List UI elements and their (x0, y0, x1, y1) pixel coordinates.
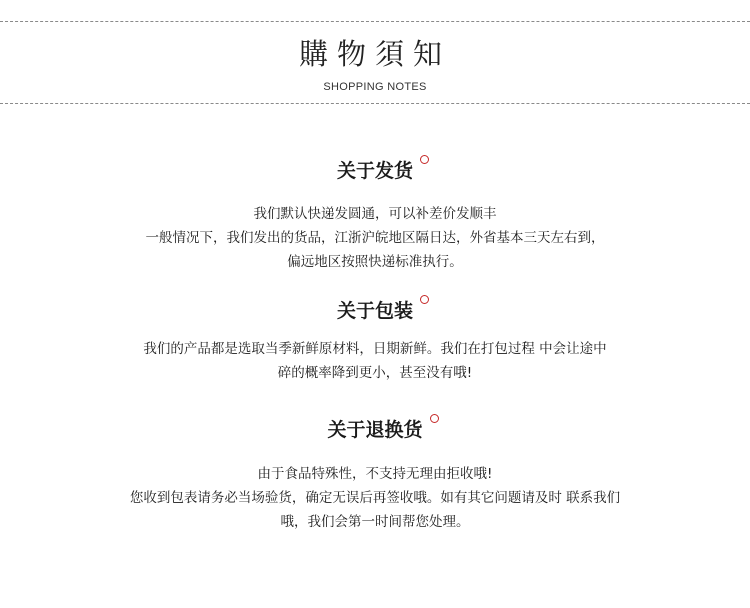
section-body-returns (0, 462, 750, 534)
text-line: 碎的概率降到更小，甚至没有哦! (277, 365, 473, 381)
section-heading-packaging (0, 298, 750, 324)
section-heading-label: 关于包装 (336, 300, 413, 322)
page-title: 購物須知 (298, 37, 451, 71)
section-heading-shipping (0, 158, 750, 184)
text-line: 哦，我们会第一时间帮您处理。 (280, 514, 470, 530)
header-bottom-divider (0, 103, 750, 104)
text-line: 我们的产品都是选取当季新鲜原材料，日期新鲜。我们在打包过程 中会让途中 (143, 341, 607, 357)
section-heading-label: 关于退换货 (327, 419, 423, 441)
text-line: 您收到包表请务必当场验货，确定无误后再签收哦。如有其它问题请及时 联系我们 (129, 490, 621, 506)
header-top-divider (0, 21, 750, 22)
ring-icon (420, 155, 429, 164)
ring-icon (430, 414, 439, 423)
page-subtitle: SHOPPING NOTES (323, 81, 427, 93)
section-body-packaging (0, 337, 750, 385)
section-body-shipping (0, 202, 750, 274)
text-line: 一般情况下，我们发出的货品，江浙沪皖地区隔日达，外省基本三天左右到， (145, 230, 605, 246)
text-line: 由于食品特殊性，不支持无理由拒收哦! (257, 466, 493, 482)
text-line: 我们默认快递发圆通，可以补差价发顺丰 (253, 206, 497, 222)
ring-icon (420, 295, 429, 304)
text-line: 偏远地区按照快递标准执行。 (287, 254, 463, 270)
section-heading-label: 关于发货 (336, 160, 413, 182)
section-heading-returns (0, 417, 750, 443)
